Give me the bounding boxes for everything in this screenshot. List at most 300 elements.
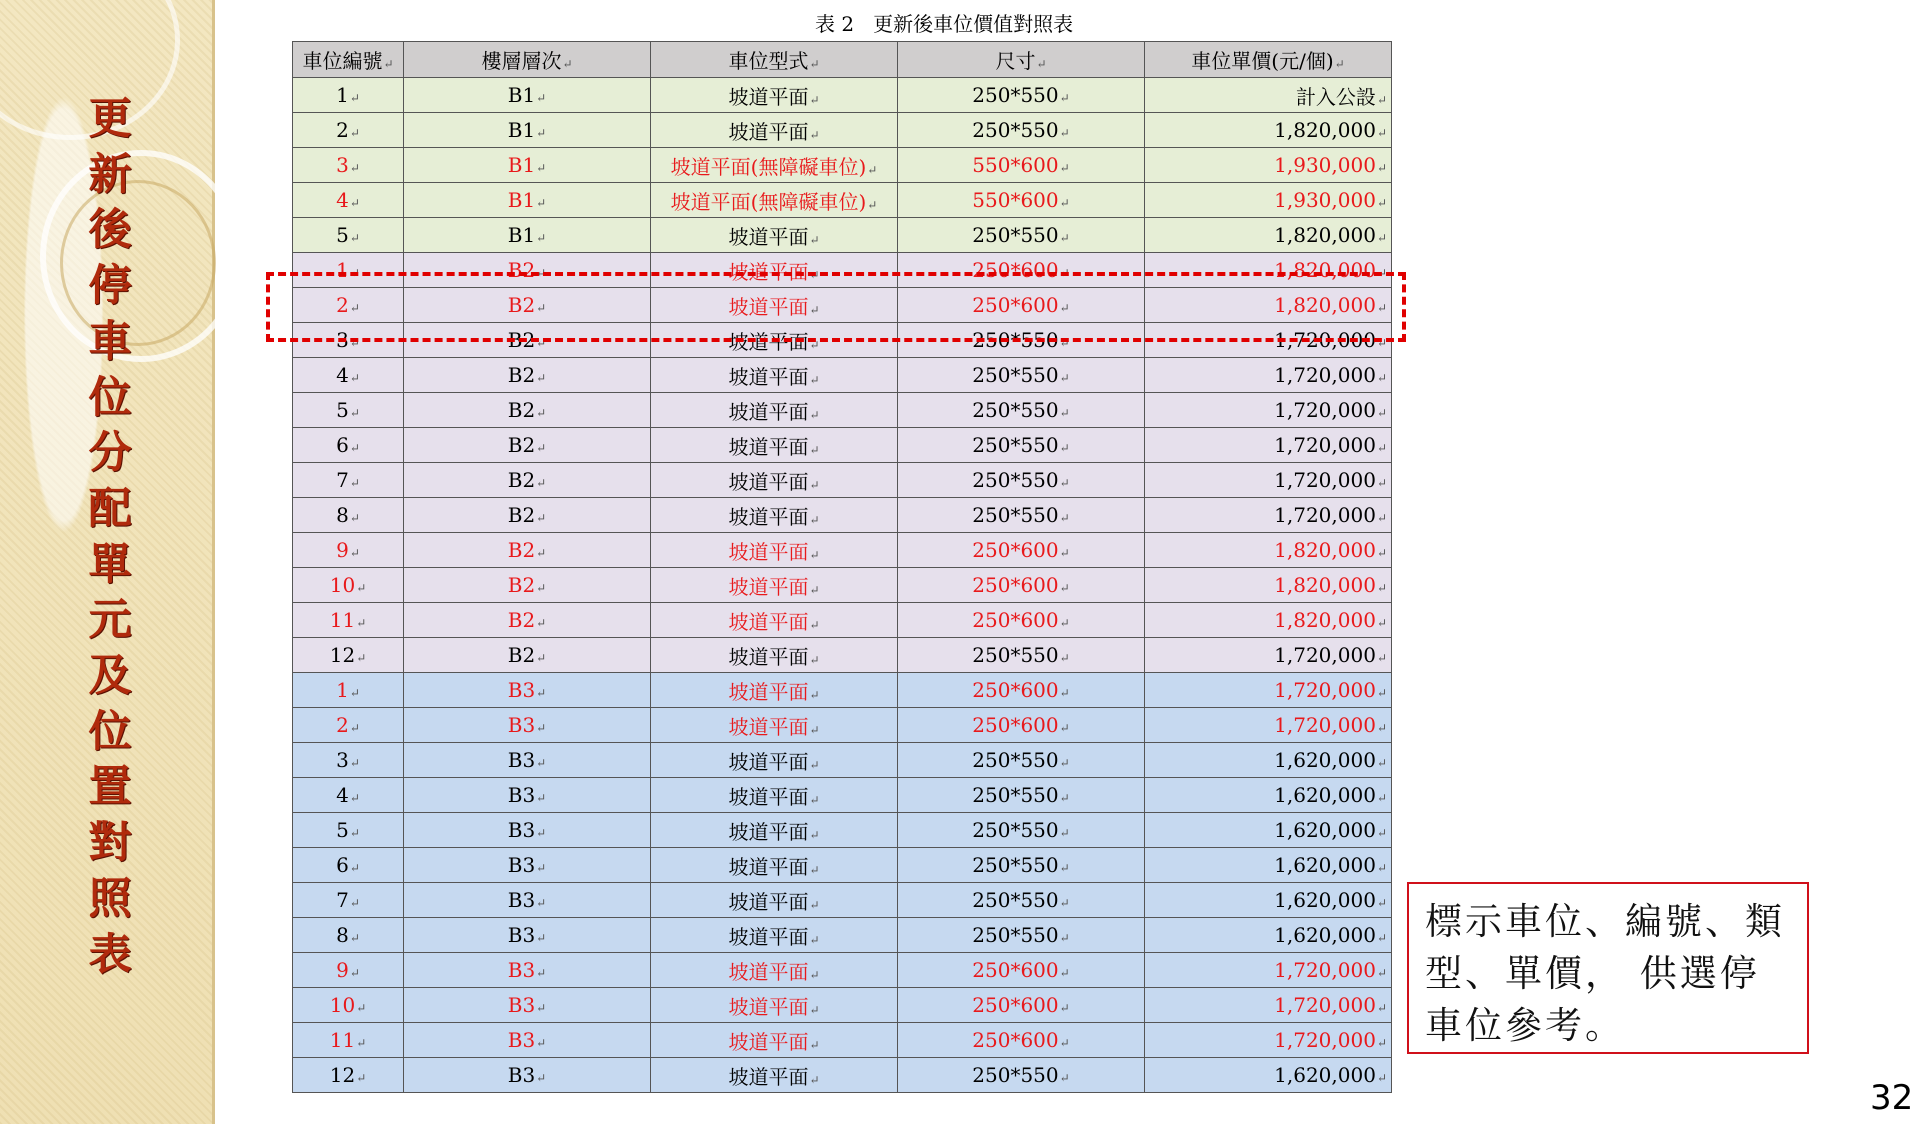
cell-floor: [404, 848, 651, 883]
cell-size: [898, 498, 1145, 533]
cell-size: [898, 428, 1145, 463]
cell-type-text: 坡道平面 ↵: [728, 505, 819, 529]
cell-size: [898, 218, 1145, 253]
cell-floor-text: B3 ↵: [508, 888, 546, 912]
cell-price-text: 1,820,000 ↵: [1274, 223, 1387, 247]
cell-space-no-text: 3 ↵: [336, 328, 360, 352]
cell-type-text: 坡道平面 ↵: [728, 120, 819, 144]
cell-size-text: 250*600 ↵: [972, 258, 1069, 282]
cell-type-text: 坡道平面 ↵: [728, 1065, 819, 1089]
cell-space-no: [293, 78, 404, 113]
cell-price-text: 1,620,000 ↵: [1274, 783, 1387, 807]
cell-type-text: 坡道平面 ↵: [728, 85, 819, 109]
cell-price: [1145, 568, 1392, 603]
cell-size-text: 250*600 ↵: [972, 573, 1069, 597]
cell-type: [651, 428, 898, 463]
cell-floor-text: B3 ↵: [508, 678, 546, 702]
cell-floor-text: B3 ↵: [508, 958, 546, 982]
cell-floor: [404, 743, 651, 778]
cell-size: [898, 603, 1145, 638]
note-box: 標示車位、編號、類型、單價， 供選停車位參考。: [1407, 882, 1809, 1054]
decorative-side-panel: [0, 0, 215, 1124]
slide-title-char: 位: [88, 706, 132, 757]
cell-floor: [404, 603, 651, 638]
cell-size-text: 550*600 ↵: [972, 188, 1069, 212]
cell-size-text: 250*600 ↵: [972, 1028, 1069, 1052]
cell-space-no: [293, 673, 404, 708]
header-size: 尺寸 ↵: [898, 42, 1145, 78]
cell-floor: [404, 533, 651, 568]
cell-floor: [404, 428, 651, 463]
cell-space-no: [293, 568, 404, 603]
cell-space-no-text: 6 ↵: [336, 433, 360, 457]
cell-type: [651, 953, 898, 988]
cell-type-text: 坡道平面(無障礙車位) ↵: [671, 155, 878, 179]
cell-price-text: 1,820,000 ↵: [1274, 258, 1387, 282]
cell-size: [898, 813, 1145, 848]
cell-type: [651, 638, 898, 673]
cell-price-text: 計入公設 ↵: [1296, 85, 1387, 109]
cell-type-text: 坡道平面 ↵: [728, 435, 819, 459]
cell-size-text: 250*550 ↵: [972, 818, 1069, 842]
cell-space-no-text: 11 ↵: [330, 608, 367, 632]
table-caption: 表 2 更新後車位價值對照表: [815, 12, 1074, 36]
cell-type-text: 坡道平面 ↵: [728, 225, 819, 249]
header-floor: 樓層層次 ↵: [404, 42, 651, 78]
cell-price: [1145, 113, 1392, 148]
table-row: [293, 813, 1392, 848]
cell-size: [898, 708, 1145, 743]
table-row: [293, 883, 1392, 918]
cell-floor: [404, 918, 651, 953]
table-header-row: [293, 42, 1392, 78]
cell-price: [1145, 778, 1392, 813]
cell-type-text: 坡道平面 ↵: [728, 400, 819, 424]
cell-price-text: 1,820,000 ↵: [1274, 573, 1387, 597]
slide-title-char: 表: [88, 929, 132, 980]
cell-type-text: 坡道平面 ↵: [728, 820, 819, 844]
cell-price-text: 1,930,000 ↵: [1274, 153, 1387, 177]
cell-size: [898, 778, 1145, 813]
cell-type: [651, 148, 898, 183]
cell-size-text: 250*600 ↵: [972, 958, 1069, 982]
cell-type: [651, 218, 898, 253]
cell-size-text: 250*600 ↵: [972, 293, 1069, 317]
cell-size-text: 250*550 ↵: [972, 503, 1069, 527]
cell-floor: [404, 953, 651, 988]
table-row: [293, 183, 1392, 218]
cell-price: [1145, 848, 1392, 883]
cell-price: [1145, 883, 1392, 918]
cell-floor: [404, 1058, 651, 1093]
table-row: [293, 848, 1392, 883]
cell-floor: [404, 393, 651, 428]
cell-space-no: [293, 988, 404, 1023]
cell-price-text: 1,820,000 ↵: [1274, 293, 1387, 317]
cell-price-text: 1,930,000 ↵: [1274, 188, 1387, 212]
cell-space-no-text: 9 ↵: [336, 958, 360, 982]
slide-title-char: 更: [88, 94, 132, 144]
cell-floor: [404, 708, 651, 743]
cell-price-text: 1,620,000 ↵: [1274, 888, 1387, 912]
cell-size-text: 250*550 ↵: [972, 433, 1069, 457]
cell-space-no-text: 4 ↵: [336, 363, 360, 387]
cell-price: [1145, 953, 1392, 988]
cell-size-text: 250*600 ↵: [972, 608, 1069, 632]
table-row: [293, 743, 1392, 778]
cell-type-text: 坡道平面 ↵: [728, 540, 819, 564]
cell-space-no: [293, 953, 404, 988]
slide-title-char: 車: [88, 316, 132, 367]
cell-floor-text: B3 ↵: [508, 923, 546, 947]
slide-title-char: 停: [88, 261, 132, 312]
cell-space-no: [293, 498, 404, 533]
cell-type-text: 坡道平面 ↵: [728, 785, 819, 809]
cell-space-no: [293, 183, 404, 218]
cell-space-no: [293, 428, 404, 463]
table-row: [293, 463, 1392, 498]
cell-space-no-text: 1 ↵: [336, 83, 360, 107]
cell-type: [651, 183, 898, 218]
cell-space-no-text: 1 ↵: [336, 678, 360, 702]
cell-price: [1145, 1023, 1392, 1058]
cell-size-text: 250*600 ↵: [972, 538, 1069, 562]
cell-price: [1145, 218, 1392, 253]
cell-price: [1145, 78, 1392, 113]
cell-price: [1145, 813, 1392, 848]
cell-price: [1145, 708, 1392, 743]
cell-space-no: [293, 393, 404, 428]
cell-size: [898, 918, 1145, 953]
table-row: [293, 638, 1392, 673]
cell-floor-text: B3 ↵: [508, 713, 546, 737]
cell-price: [1145, 498, 1392, 533]
cell-floor-text: B2 ↵: [508, 468, 546, 492]
cell-space-no-text: 7 ↵: [336, 888, 360, 912]
cell-floor-text: B3 ↵: [508, 993, 546, 1017]
table-row: [293, 218, 1392, 253]
cell-floor: [404, 78, 651, 113]
slide-title-char: 配: [88, 483, 132, 534]
cell-floor: [404, 463, 651, 498]
cell-space-no-text: 10 ↵: [330, 993, 367, 1017]
cell-space-no-text: 12 ↵: [330, 1063, 367, 1087]
table-row: [293, 1023, 1392, 1058]
cell-type-text: 坡道平面 ↵: [728, 890, 819, 914]
cell-space-no: [293, 638, 404, 673]
cell-floor: [404, 883, 651, 918]
cell-space-no: [293, 1058, 404, 1093]
table-row: [293, 603, 1392, 638]
table-row: [293, 673, 1392, 708]
table-body: [293, 78, 1392, 1093]
cell-type-text: 坡道平面 ↵: [728, 295, 819, 319]
cell-size-text: 250*550 ↵: [972, 748, 1069, 772]
cell-price-text: 1,620,000 ↵: [1274, 818, 1387, 842]
slide-title-char: 照: [88, 873, 132, 924]
slide-title-char: 及: [88, 651, 132, 702]
cell-space-no-text: 1 ↵: [336, 258, 360, 282]
cell-space-no-text: 2 ↵: [336, 118, 360, 142]
cell-size: [898, 533, 1145, 568]
cell-floor: [404, 218, 651, 253]
cell-type: [651, 1023, 898, 1058]
cell-size-text: 250*600 ↵: [972, 713, 1069, 737]
cell-size-text: 250*550 ↵: [972, 1063, 1069, 1087]
cell-type-text: 坡道平面 ↵: [728, 260, 819, 284]
cell-type: [651, 393, 898, 428]
table-row: [293, 918, 1392, 953]
table-row: [293, 533, 1392, 568]
cell-space-no: [293, 113, 404, 148]
cell-floor-text: B3 ↵: [508, 748, 546, 772]
cell-price-text: 1,720,000 ↵: [1274, 398, 1387, 422]
slide-title-char: 後: [88, 205, 132, 256]
cell-type: [651, 708, 898, 743]
cell-floor: [404, 358, 651, 393]
cell-size: [898, 113, 1145, 148]
cell-price-text: 1,720,000 ↵: [1274, 433, 1387, 457]
cell-price-text: 1,720,000 ↵: [1274, 1028, 1387, 1052]
cell-price-text: 1,820,000 ↵: [1274, 538, 1387, 562]
cell-type-text: 坡道平面 ↵: [728, 960, 819, 984]
cell-size-text: 250*550 ↵: [972, 398, 1069, 422]
cell-size: [898, 183, 1145, 218]
cell-size-text: 250*550 ↵: [972, 853, 1069, 877]
page-number: 32: [1870, 1078, 1914, 1118]
cell-space-no-text: 8 ↵: [336, 923, 360, 947]
cell-price-text: 1,720,000 ↵: [1274, 468, 1387, 492]
cell-space-no: [293, 743, 404, 778]
table-row: [293, 778, 1392, 813]
table-row: [293, 953, 1392, 988]
cell-type-text: 坡道平面 ↵: [728, 365, 819, 389]
cell-price-text: 1,620,000 ↵: [1274, 1063, 1387, 1087]
cell-floor: [404, 778, 651, 813]
cell-space-no-text: 12 ↵: [330, 643, 367, 667]
cell-space-no-text: 5 ↵: [336, 818, 360, 842]
cell-type: [651, 78, 898, 113]
cell-price-text: 1,720,000 ↵: [1274, 643, 1387, 667]
cell-price: [1145, 533, 1392, 568]
cell-type: [651, 883, 898, 918]
cell-price: [1145, 673, 1392, 708]
cell-price: [1145, 393, 1392, 428]
cell-type: [651, 533, 898, 568]
cell-floor: [404, 498, 651, 533]
table-row: [293, 568, 1392, 603]
cell-space-no-text: 3 ↵: [336, 153, 360, 177]
cell-size-text: 250*550 ↵: [972, 643, 1069, 667]
cell-price: [1145, 183, 1392, 218]
header-space-no: 車位編號 ↵: [293, 42, 404, 78]
cell-floor: [404, 113, 651, 148]
cell-price-text: 1,820,000 ↵: [1274, 118, 1387, 142]
cell-floor-text: B1 ↵: [508, 153, 546, 177]
cell-price-text: 1,720,000 ↵: [1274, 363, 1387, 387]
table-row: [293, 988, 1392, 1023]
cell-space-no-text: 6 ↵: [336, 853, 360, 877]
cell-price-text: 1,720,000 ↵: [1274, 678, 1387, 702]
cell-size-text: 250*550 ↵: [972, 468, 1069, 492]
cell-floor-text: B1 ↵: [508, 188, 546, 212]
cell-size: [898, 78, 1145, 113]
cell-type-text: 坡道平面 ↵: [728, 680, 819, 704]
cell-floor-text: B2 ↵: [508, 503, 546, 527]
cell-price-text: 1,720,000 ↵: [1274, 993, 1387, 1017]
cell-space-no-text: 10 ↵: [330, 573, 367, 597]
cell-type-text: 坡道平面 ↵: [728, 715, 819, 739]
cell-floor-text: B2 ↵: [508, 573, 546, 597]
cell-floor: [404, 988, 651, 1023]
cell-price-text: 1,720,000 ↵: [1274, 503, 1387, 527]
cell-size: [898, 148, 1145, 183]
cell-space-no-text: 7 ↵: [336, 468, 360, 492]
cell-type: [651, 603, 898, 638]
cell-space-no: [293, 778, 404, 813]
cell-space-no: [293, 1023, 404, 1058]
cell-space-no: [293, 148, 404, 183]
table-row: [293, 113, 1392, 148]
cell-price-text: 1,820,000 ↵: [1274, 608, 1387, 632]
cell-floor-text: B3 ↵: [508, 853, 546, 877]
cell-space-no: [293, 603, 404, 638]
cell-space-no-text: 3 ↵: [336, 748, 360, 772]
cell-type-text: 坡道平面 ↵: [728, 995, 819, 1019]
cell-price-text: 1,720,000 ↵: [1274, 713, 1387, 737]
cell-price: [1145, 988, 1392, 1023]
cell-size-text: 250*550 ↵: [972, 363, 1069, 387]
cell-space-no-text: 5 ↵: [336, 223, 360, 247]
cell-size: [898, 743, 1145, 778]
cell-floor-text: B3 ↵: [508, 818, 546, 842]
cell-type-text: 坡道平面 ↵: [728, 1030, 819, 1054]
cell-space-no: [293, 358, 404, 393]
cell-type: [651, 463, 898, 498]
cell-price-text: 1,620,000 ↵: [1274, 748, 1387, 772]
cell-size: [898, 463, 1145, 498]
cell-size: [898, 673, 1145, 708]
cell-size-text: 250*550 ↵: [972, 783, 1069, 807]
slide-title-char: 單: [88, 539, 132, 590]
cell-type-text: 坡道平面 ↵: [728, 750, 819, 774]
cell-type-text: 坡道平面 ↵: [728, 645, 819, 669]
cell-size: [898, 953, 1145, 988]
cell-price: [1145, 463, 1392, 498]
slide-title-char: 位: [88, 372, 132, 423]
cell-type: [651, 568, 898, 603]
cell-price: [1145, 638, 1392, 673]
cell-price: [1145, 918, 1392, 953]
cell-floor: [404, 183, 651, 218]
cell-floor-text: B2 ↵: [508, 608, 546, 632]
parking-value-table: [292, 41, 1392, 1093]
cell-floor-text: B1 ↵: [508, 83, 546, 107]
cell-price-text: 1,620,000 ↵: [1274, 923, 1387, 947]
cell-floor-text: B3 ↵: [508, 783, 546, 807]
cell-type: [651, 778, 898, 813]
cell-size-text: 250*600 ↵: [972, 678, 1069, 702]
cell-space-no-text: 8 ↵: [336, 503, 360, 527]
cell-floor-text: B2 ↵: [508, 328, 546, 352]
cell-price: [1145, 428, 1392, 463]
cell-space-no: [293, 848, 404, 883]
cell-floor-text: B2 ↵: [508, 643, 546, 667]
table-row: [293, 498, 1392, 533]
cell-floor-text: B2 ↵: [508, 538, 546, 562]
cell-price: [1145, 603, 1392, 638]
cell-floor-text: B1 ↵: [508, 118, 546, 142]
slide-title-char: 對: [88, 818, 132, 869]
cell-floor-text: B3 ↵: [508, 1063, 546, 1087]
table-row: [293, 358, 1392, 393]
cell-type: [651, 813, 898, 848]
cell-type-text: 坡道平面 ↵: [728, 575, 819, 599]
cell-space-no: [293, 708, 404, 743]
cell-floor: [404, 673, 651, 708]
cell-space-no-text: 4 ↵: [336, 188, 360, 212]
cell-price: [1145, 358, 1392, 393]
cell-space-no: [293, 918, 404, 953]
cell-space-no-text: 5 ↵: [336, 398, 360, 422]
cell-type: [651, 113, 898, 148]
slide-title-char: 置: [88, 762, 132, 813]
cell-size: [898, 638, 1145, 673]
slide-title-char: 分: [88, 428, 132, 479]
cell-floor-text: B3 ↵: [508, 1028, 546, 1052]
slide-title: [80, 92, 140, 983]
cell-floor: [404, 813, 651, 848]
cell-space-no-text: 9 ↵: [336, 538, 360, 562]
cell-type-text: 坡道平面(無障礙車位) ↵: [671, 190, 878, 214]
cell-price: [1145, 148, 1392, 183]
cell-size-text: 250*550 ↵: [972, 223, 1069, 247]
cell-size-text: 250*600 ↵: [972, 993, 1069, 1017]
slide-title-char: 新: [88, 149, 132, 200]
cell-space-no: [293, 883, 404, 918]
cell-size: [898, 568, 1145, 603]
cell-type-text: 坡道平面 ↵: [728, 610, 819, 634]
cell-floor-text: B1 ↵: [508, 223, 546, 247]
cell-size-text: 250*550 ↵: [972, 923, 1069, 947]
cell-floor: [404, 1023, 651, 1058]
cell-type: [651, 673, 898, 708]
cell-floor-text: B2 ↵: [508, 258, 546, 282]
table-row: [293, 78, 1392, 113]
cell-type: [651, 848, 898, 883]
cell-type: [651, 358, 898, 393]
cell-size: [898, 988, 1145, 1023]
cell-price-text: 1,720,000 ↵: [1274, 328, 1387, 352]
cell-price: [1145, 743, 1392, 778]
header-price: 車位單價(元/個) ↵: [1145, 42, 1392, 78]
cell-type: [651, 1058, 898, 1093]
table-row: [293, 393, 1392, 428]
cell-space-no: [293, 463, 404, 498]
cell-size: [898, 1058, 1145, 1093]
cell-size-text: 250*550 ↵: [972, 83, 1069, 107]
cell-size: [898, 393, 1145, 428]
cell-floor: [404, 148, 651, 183]
table-row: [293, 1058, 1392, 1093]
cell-space-no-text: 4 ↵: [336, 783, 360, 807]
header-type: 車位型式 ↵: [651, 42, 898, 78]
cell-type-text: 坡道平面 ↵: [728, 855, 819, 879]
cell-space-no: [293, 813, 404, 848]
cell-size: [898, 883, 1145, 918]
cell-size-text: 250*550 ↵: [972, 118, 1069, 142]
cell-size: [898, 358, 1145, 393]
